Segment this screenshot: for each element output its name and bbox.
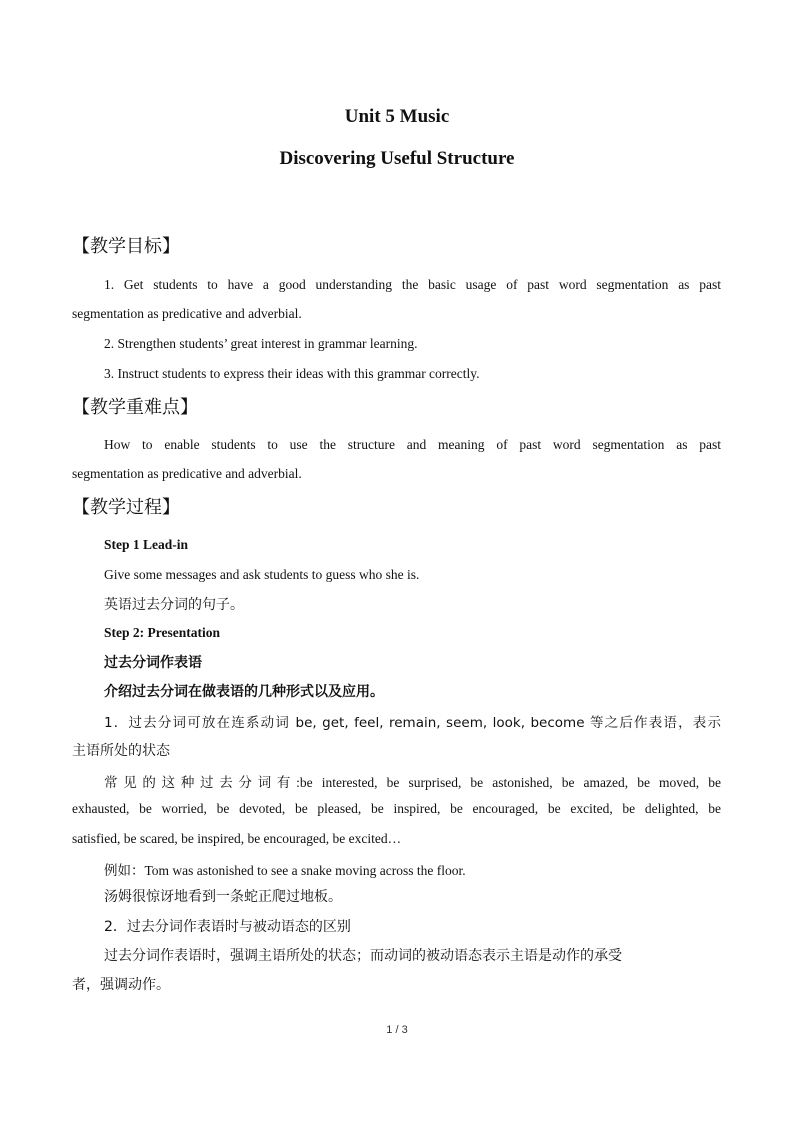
- step-2-heading: Step 2: Presentation: [104, 625, 220, 640]
- step-1-chinese: 英语过去分词的句子。: [104, 597, 244, 613]
- objective-item-1-line-1: 1. Get students to have a good understanding the basic usage of past word segmentation as past: [104, 277, 721, 292]
- common-participles-line-3: satisfied, be scared, be inspired, be encouraged, be excited…: [72, 831, 402, 846]
- key-points-line-2: segmentation as predicative and adverbial.: [72, 466, 302, 481]
- document-title: Unit 5 Music: [344, 106, 450, 127]
- objective-item-2: 2. Strengthen students’ great interest in grammar learning.: [104, 336, 418, 351]
- step-1-text: Give some messages and ask students to guess who she is.: [104, 567, 420, 582]
- document-subtitle: Discovering Useful Structure: [279, 148, 515, 169]
- key-points-line-1: How to enable students to use the structure and meaning of past word segmentation as past: [104, 437, 721, 452]
- page-number: 1 / 3: [386, 1024, 408, 1036]
- common-participles-line-2: exhausted, be worried, be devoted, be pleased, be inspired, be encouraged, be excited, be delighted, be: [72, 801, 721, 816]
- step-2-subheading-2: 介绍过去分词在做表语的几种形式以及应用。: [104, 684, 384, 700]
- example-chinese: 汤姆很惊讶地看到一条蛇正爬过地板。: [104, 889, 342, 905]
- point-2-description-line-2: 者，强调动作。: [72, 977, 170, 993]
- point-1-line-1: 1．过去分词可放在连系动词 be, get, feel, remain, seem, look, become 等之后作表语，表示: [104, 715, 721, 731]
- step-1-heading: Step 1 Lead-in: [104, 537, 189, 552]
- section-heading-key-points: 【教学重难点】: [72, 397, 198, 418]
- point-2-description-line-1: 过去分词作表语时，强调主语所处的状态；而动词的被动语态表示主语是动作的承受: [104, 948, 622, 964]
- point-1-line-2: 主语所处的状态: [72, 743, 170, 759]
- common-participles-line-1: 常见的这种过去分词有:be interested, be surprised, be astonished, be amazed, be moved, be: [104, 775, 721, 790]
- section-heading-process: 【教学过程】: [72, 497, 180, 518]
- objective-item-1-line-2: segmentation as predicative and adverbial.: [72, 306, 302, 321]
- step-2-subheading-1: 过去分词作表语: [104, 655, 202, 671]
- section-heading-objectives: 【教学目标】: [72, 236, 180, 257]
- objective-item-3: 3. Instruct students to express their ideas with this grammar correctly.: [104, 366, 480, 381]
- point-2-heading: 2．过去分词作表语时与被动语态的区别: [104, 919, 351, 935]
- example-english: 例如：Tom was astonished to see a snake moving across the floor.: [104, 863, 466, 878]
